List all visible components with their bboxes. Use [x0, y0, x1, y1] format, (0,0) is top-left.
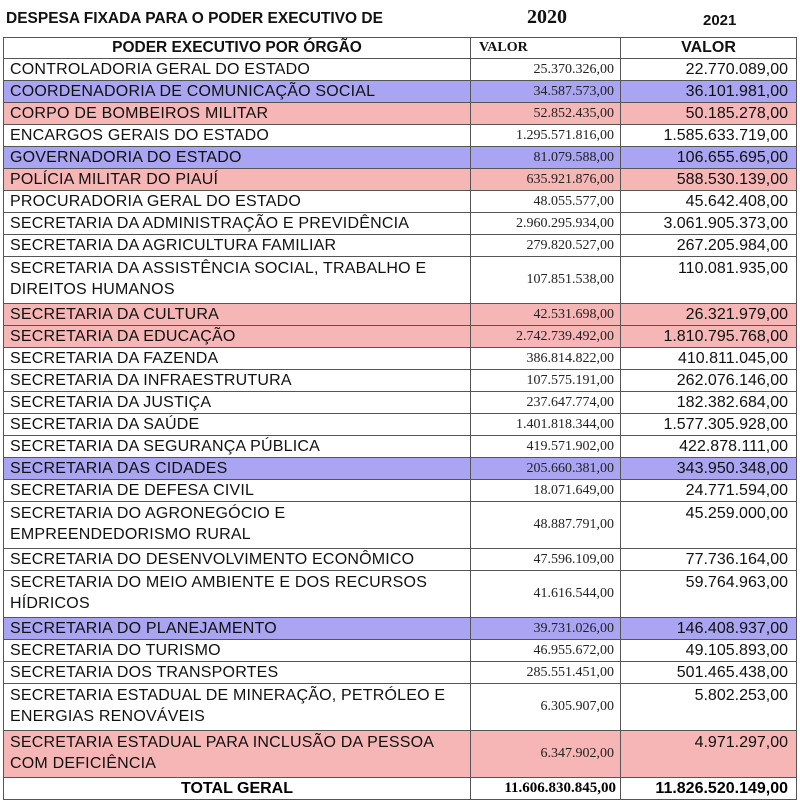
value-2021: 410.811.045,00 — [621, 348, 797, 370]
value-2021: 1.585.633.719,00 — [621, 125, 797, 147]
value-2020: 41.616.544,00 — [471, 571, 621, 618]
organ-name: SECRETARIA DA FAZENDA — [4, 348, 471, 370]
value-2020: 279.820.527,00 — [471, 235, 621, 257]
value-2020: 1.295.571.816,00 — [471, 125, 621, 147]
total-label: TOTAL GERAL — [4, 778, 471, 800]
organ-name: SECRETARIA DO MEIO AMBIENTE E DOS RECURSOS HÍDRICOS — [4, 571, 471, 618]
organ-name: SECRETARIA DA INFRAESTRUTURA — [4, 370, 471, 392]
value-2021: 45.259.000,00 — [621, 502, 797, 549]
value-2020: 2.960.295.934,00 — [471, 213, 621, 235]
organ-name: SECRETARIA DO TURISMO — [4, 640, 471, 662]
budget-table — [3, 37, 797, 800]
value-2020: 1.401.818.344,00 — [471, 414, 621, 436]
organ-name: PROCURADORIA GERAL DO ESTADO — [4, 191, 471, 213]
table-row — [4, 502, 797, 549]
organ-name: SECRETARIA DA AGRICULTURA FAMILIAR — [4, 235, 471, 257]
table-row — [4, 618, 797, 640]
table-row — [4, 436, 797, 458]
organ-name: SECRETARIA DA JUSTIÇA — [4, 392, 471, 414]
value-2020: 34.587.573,00 — [471, 81, 621, 103]
table-row — [4, 414, 797, 436]
organ-name: SECRETARIA DO AGRONEGÓCIO E EMPREENDEDORISMO RURAL — [4, 502, 471, 549]
value-2020: 205.660.381,00 — [471, 458, 621, 480]
value-2021: 22.770.089,00 — [621, 59, 797, 81]
organ-name: COORDENADORIA DE COMUNICAÇÃO SOCIAL — [4, 81, 471, 103]
table-row — [4, 392, 797, 414]
organ-name: SECRETARIA DO DESENVOLVIMENTO ECONÔMICO — [4, 549, 471, 571]
table-row — [4, 370, 797, 392]
table-row — [4, 640, 797, 662]
value-2021: 1.810.795.768,00 — [621, 326, 797, 348]
organ-name: SECRETARIA DA ADMINISTRAÇÃO E PREVIDÊNCIA — [4, 213, 471, 235]
value-2021: 77.736.164,00 — [621, 549, 797, 571]
value-2021: 501.465.438,00 — [621, 662, 797, 684]
table-row — [4, 549, 797, 571]
value-2020: 18.071.649,00 — [471, 480, 621, 502]
value-2020: 52.852.435,00 — [471, 103, 621, 125]
value-2021: 588.530.139,00 — [621, 169, 797, 191]
value-2020: 237.647.774,00 — [471, 392, 621, 414]
column-header-organ: PODER EXECUTIVO POR ÓRGÃO — [4, 38, 471, 59]
value-2021: 267.205.984,00 — [621, 235, 797, 257]
value-2020: 25.370.326,00 — [471, 59, 621, 81]
table-row — [4, 103, 797, 125]
value-2021: 26.321.979,00 — [621, 304, 797, 326]
organ-name: GOVERNADORIA DO ESTADO — [4, 147, 471, 169]
value-2021: 106.655.695,00 — [621, 147, 797, 169]
table-row — [4, 662, 797, 684]
table-header-row — [4, 38, 797, 59]
value-2021: 182.382.684,00 — [621, 392, 797, 414]
organ-name: SECRETARIA DE DEFESA CIVIL — [4, 480, 471, 502]
value-2020: 2.742.739.492,00 — [471, 326, 621, 348]
value-2020: 6.347.902,00 — [471, 731, 621, 778]
table-row — [4, 304, 797, 326]
value-2021: 110.081.935,00 — [621, 257, 797, 304]
organ-name: SECRETARIA DA SAÚDE — [4, 414, 471, 436]
value-2020: 42.531.698,00 — [471, 304, 621, 326]
organ-name: SECRETARIA DAS CIDADES — [4, 458, 471, 480]
table-row — [4, 147, 797, 169]
value-2020: 635.921.876,00 — [471, 169, 621, 191]
organ-name: SECRETARIA DA ASSISTÊNCIA SOCIAL, TRABALHO E DIREITOS HUMANOS — [4, 257, 471, 304]
total-row — [4, 778, 797, 800]
table-row — [4, 326, 797, 348]
value-2020: 107.851.538,00 — [471, 257, 621, 304]
table-row — [4, 458, 797, 480]
organ-name: CORPO DE BOMBEIROS MILITAR — [4, 103, 471, 125]
value-2021: 343.950.348,00 — [621, 458, 797, 480]
table-row — [4, 169, 797, 191]
value-2021: 262.076.146,00 — [621, 370, 797, 392]
value-2020: 419.571.902,00 — [471, 436, 621, 458]
organ-name: SECRETARIA DOS TRANSPORTES — [4, 662, 471, 684]
table-row — [4, 731, 797, 778]
organ-name: SECRETARIA ESTADUAL DE MINERAÇÃO, PETRÓLEO E ENERGIAS RENOVÁVEIS — [4, 684, 471, 731]
value-2020: 46.955.672,00 — [471, 640, 621, 662]
value-2021: 146.408.937,00 — [621, 618, 797, 640]
value-2021: 422.878.111,00 — [621, 436, 797, 458]
value-2020: 48.887.791,00 — [471, 502, 621, 549]
organ-name: SECRETARIA DA SEGURANÇA PÚBLICA — [4, 436, 471, 458]
value-2021: 4.971.297,00 — [621, 731, 797, 778]
value-2020: 39.731.026,00 — [471, 618, 621, 640]
value-2021: 5.802.253,00 — [621, 684, 797, 731]
value-2021: 50.185.278,00 — [621, 103, 797, 125]
table-row — [4, 480, 797, 502]
document-header — [0, 0, 800, 38]
total-value-2020: 11.606.830.845,00 — [471, 778, 621, 800]
table-row — [4, 213, 797, 235]
table-row — [4, 191, 797, 213]
column-header-value-2021: VALOR — [621, 38, 797, 59]
table-row — [4, 235, 797, 257]
year-2020-label: 2020 — [527, 6, 567, 28]
organ-name: SECRETARIA DA EDUCAÇÃO — [4, 326, 471, 348]
table-row — [4, 81, 797, 103]
table-row — [4, 257, 797, 304]
table-row — [4, 59, 797, 81]
value-2021: 1.577.305.928,00 — [621, 414, 797, 436]
year-2021-label: 2021 — [703, 12, 737, 29]
table-row — [4, 125, 797, 147]
value-2021: 36.101.981,00 — [621, 81, 797, 103]
table-row — [4, 348, 797, 370]
value-2020: 47.596.109,00 — [471, 549, 621, 571]
organ-name: CONTROLADORIA GERAL DO ESTADO — [4, 59, 471, 81]
value-2020: 285.551.451,00 — [471, 662, 621, 684]
value-2020: 81.079.588,00 — [471, 147, 621, 169]
organ-name: SECRETARIA ESTADUAL PARA INCLUSÃO DA PESSOA COM DEFICIÊNCIA — [4, 731, 471, 778]
column-header-value-2020: VALOR — [471, 38, 621, 59]
organ-name: POLÍCIA MILITAR DO PIAUÍ — [4, 169, 471, 191]
value-2020: 48.055.577,00 — [471, 191, 621, 213]
value-2021: 59.764.963,00 — [621, 571, 797, 618]
table-row — [4, 571, 797, 618]
value-2020: 6.305.907,00 — [471, 684, 621, 731]
table-body — [4, 59, 797, 778]
value-2021: 3.061.905.373,00 — [621, 213, 797, 235]
value-2021: 45.642.408,00 — [621, 191, 797, 213]
total-value-2021: 11.826.520.149,00 — [621, 778, 797, 800]
organ-name: SECRETARIA DO PLANEJAMENTO — [4, 618, 471, 640]
table-row — [4, 684, 797, 731]
organ-name: ENCARGOS GERAIS DO ESTADO — [4, 125, 471, 147]
value-2020: 107.575.191,00 — [471, 370, 621, 392]
value-2021: 24.771.594,00 — [621, 480, 797, 502]
organ-name: SECRETARIA DA CULTURA — [4, 304, 471, 326]
value-2021: 49.105.893,00 — [621, 640, 797, 662]
document-title: DESPESA FIXADA PARA O PODER EXECUTIVO DE — [6, 10, 383, 27]
value-2020: 386.814.822,00 — [471, 348, 621, 370]
